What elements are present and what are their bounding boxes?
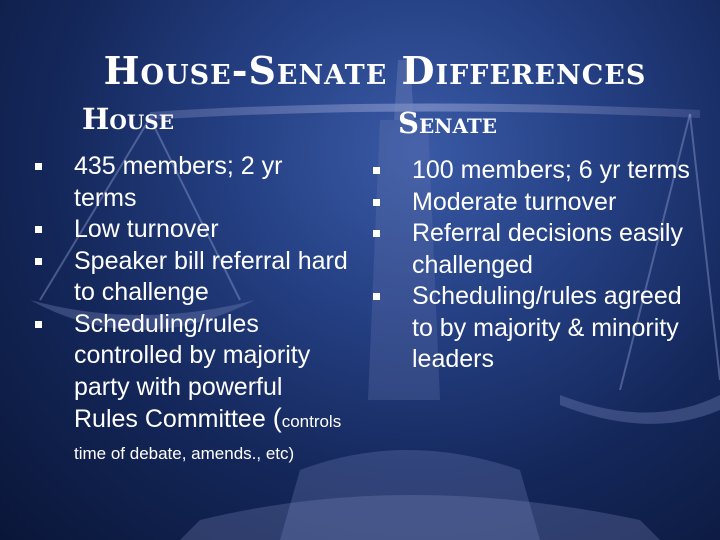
list-item [366,187,706,219]
list-item [28,309,348,468]
house-heading: House [82,102,174,136]
list-item [28,214,348,246]
list-item-text: Referral decisions easily challenged [412,219,683,279]
note-open-paren: ( [272,403,282,433]
list-item-text: 435 members; 2 yr terms [74,152,283,212]
list-item-text: Scheduling/rules agreed to by majority & minority leaders [412,282,682,373]
square-bullet-icon [35,258,42,265]
senate-list [366,155,706,376]
list-item-text: Low turnover [74,215,219,243]
square-bullet-icon [35,226,42,233]
list-item [366,281,706,376]
list-item [28,151,348,214]
square-bullet-icon [373,293,380,300]
square-bullet-icon [373,199,380,206]
list-item [366,218,706,281]
list-item-text: Moderate turnover [412,187,617,216]
house-list [28,151,348,467]
slide-title: House-Senate Differences [103,48,647,93]
list-item-note: controls time of debate, amends., etc) [74,412,342,463]
list-item-text: Scheduling/rules controlled by majority party with powerful Rules Committee [74,309,311,433]
list-item-text: 100 members; 6 yr terms [412,156,690,184]
square-bullet-icon [35,321,42,328]
square-bullet-icon [373,167,380,174]
senate-heading: Senate [398,106,498,140]
list-item [366,155,706,187]
square-bullet-icon [35,163,42,170]
square-bullet-icon [373,230,380,237]
list-item-text: Speaker bill referral hard to challenge [74,246,348,306]
list-item [28,246,348,309]
